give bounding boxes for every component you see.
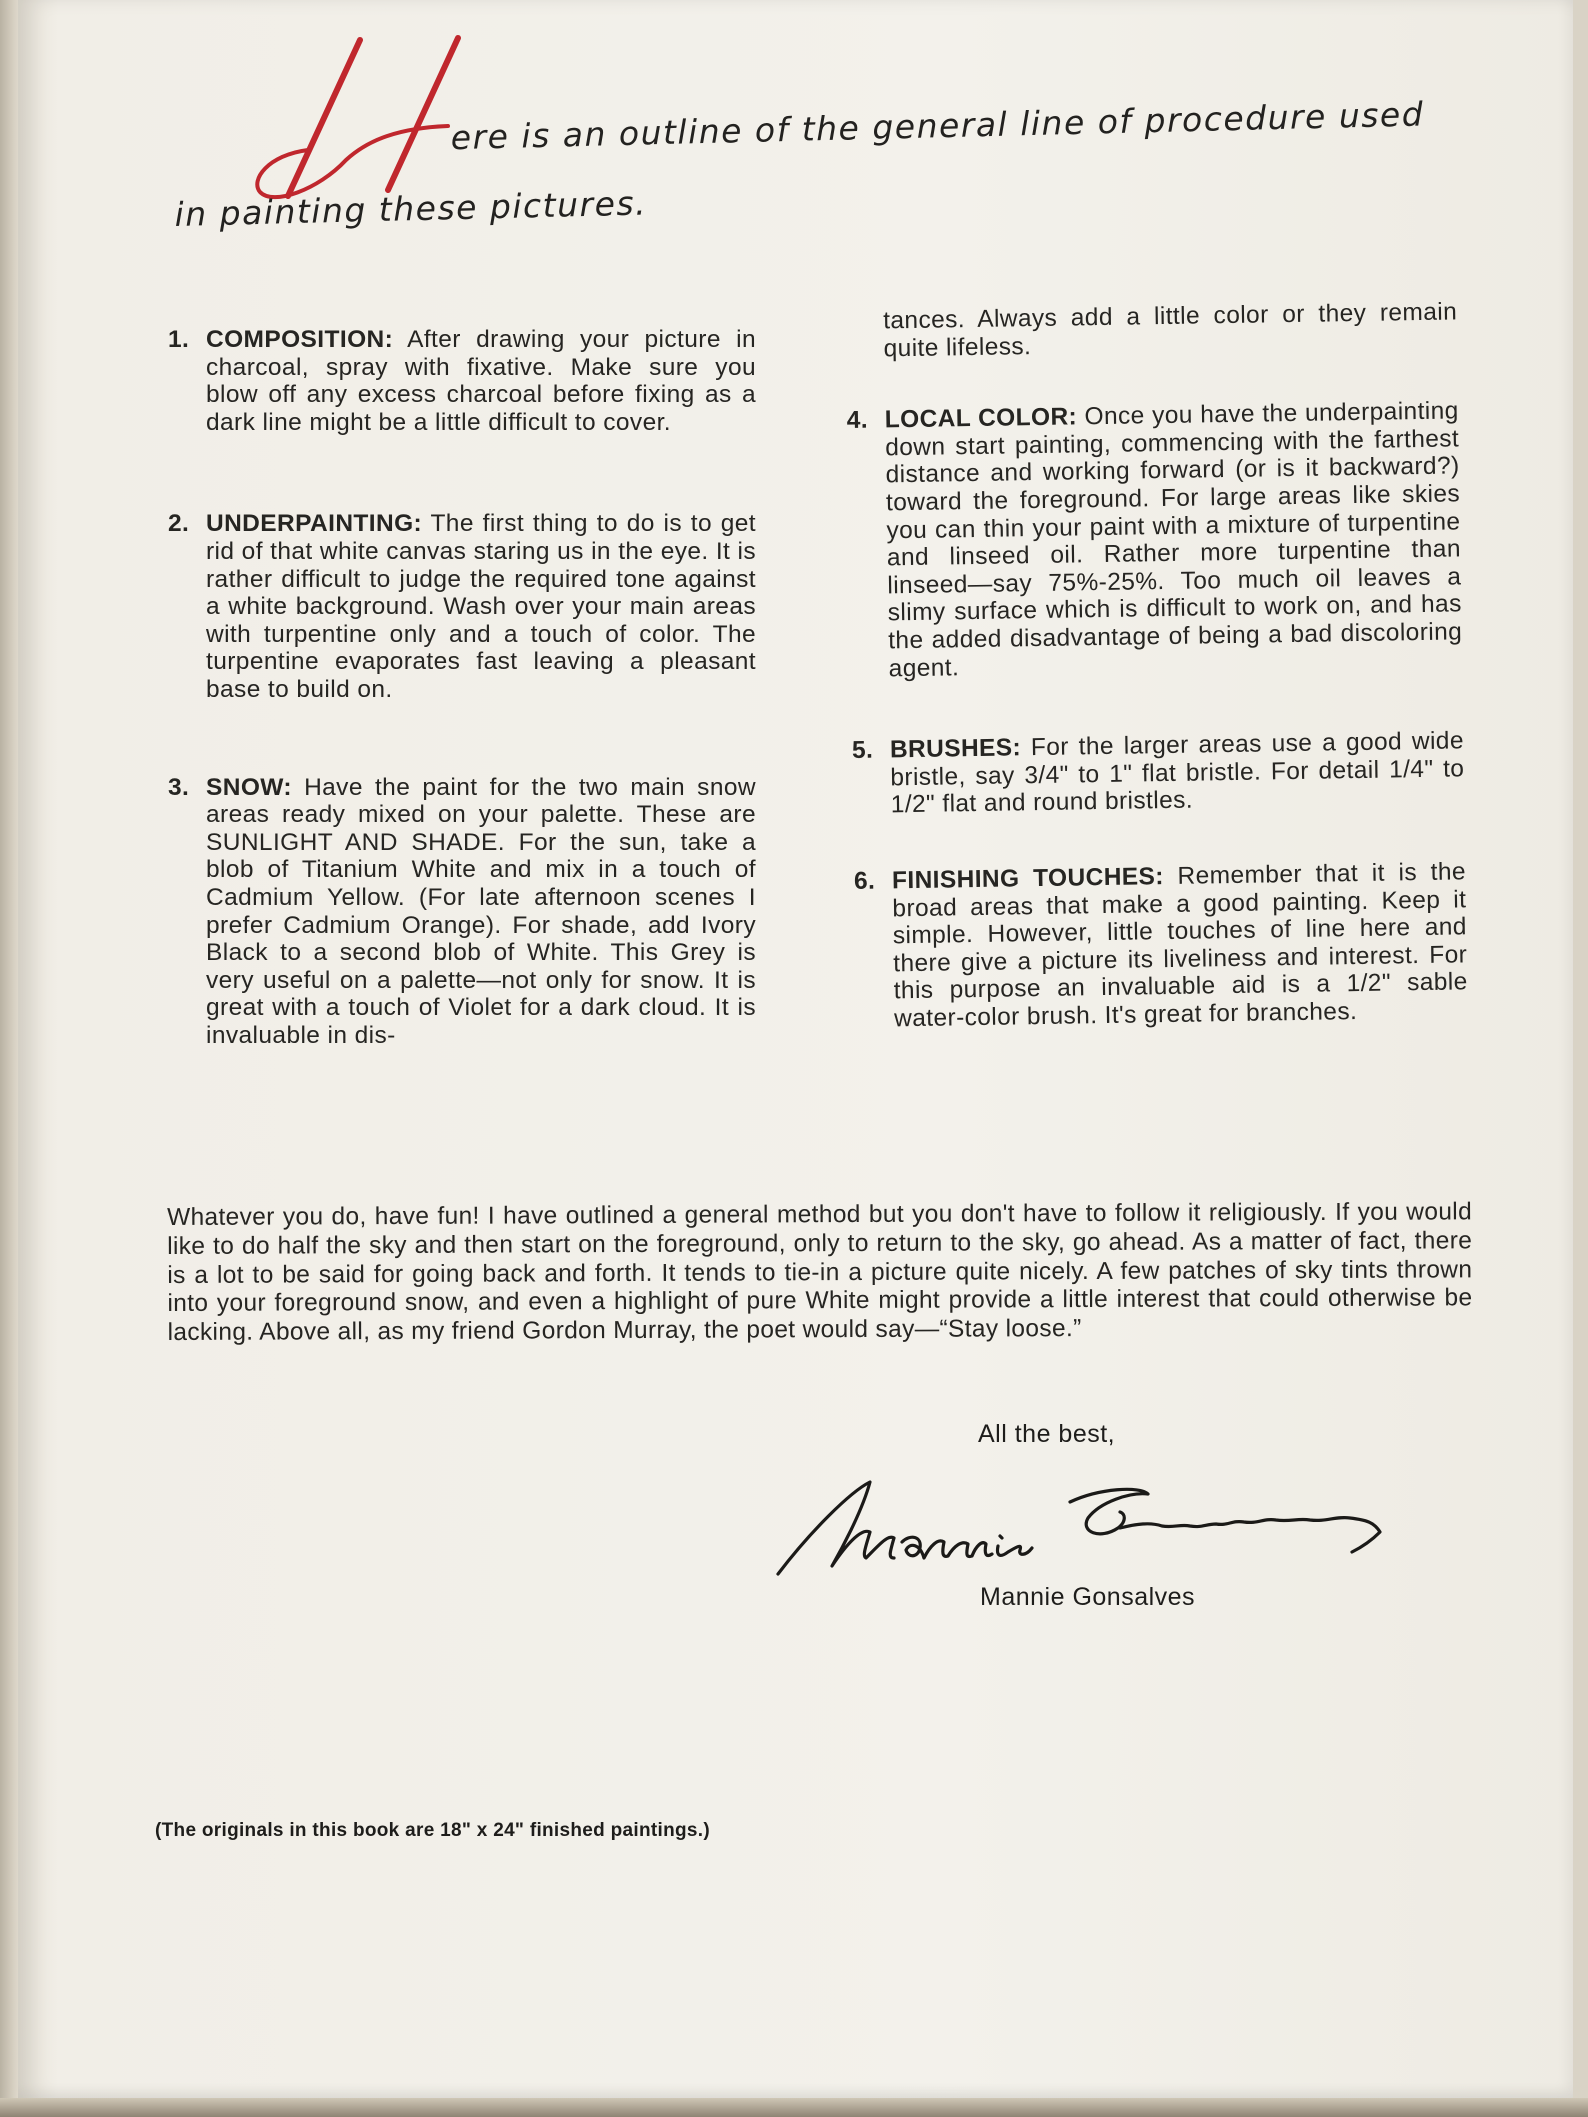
step-text: For the larger areas use a good wide bristle, say 3/4" to 1" flat bristle. For detail 1/4" to 1/2" flat and round bristles.	[890, 727, 1465, 819]
footnote: (The originals in this book are 18" x 24" finished paintings.)	[155, 1820, 710, 1841]
step-underpainting	[168, 510, 756, 703]
step-number: 3.	[168, 773, 190, 801]
handwritten-signature	[770, 1462, 1410, 1592]
step-number: 4.	[846, 406, 869, 435]
signer-name: Mannie Gonsalves	[980, 1583, 1196, 1611]
step-number: 1.	[168, 326, 190, 353]
step-heading: UNDERPAINTING:	[206, 510, 423, 538]
step-snow	[168, 774, 756, 1050]
step-heading: LOCAL COLOR:	[884, 403, 1078, 434]
step-body	[892, 858, 1469, 1033]
step-number: 6.	[853, 867, 876, 895]
right-column	[845, 298, 1468, 1033]
closing-paragraph: Whatever you do, have fun! I have outlined a general method but you don't have to follow it religiously. If you would like to do half the sky and then start on the foreground, only to return to the sky, go ahead. As a matter of fact, there is a lot to be said for going back and forth. It tends to tie-in a picture quite nicely. A few patches of sky tints thrown into your foreground snow, and even a highlight of pure White might provide a little interest that could otherwise be lacking. Above all, as my friend Gordon Murray, the poet would say—“Stay loose.”	[167, 1198, 1473, 1347]
step-heading: BRUSHES:	[889, 734, 1022, 764]
step-text-continuation: tances. Always add a little color or they remain quite lifeless.	[882, 298, 1458, 362]
step-body	[890, 727, 1465, 819]
step-text: The first thing to do is to get rid of that white canvas staring us in the eye. It is rather difficult to judge the required tone against a white background. Wash over your main areas with turpentine only and a touch of color. The turpentine evaporates fast leaving a pleasant base to build on.	[206, 510, 756, 703]
step-composition	[168, 326, 756, 436]
step-snow-continued	[845, 298, 1458, 363]
step-brushes	[852, 727, 1465, 819]
step-body	[885, 398, 1463, 683]
step-text: Remember that it is the broad areas that make a good painting. Keep it simple. However, little touches of line here and there give a picture its liveliness and interest. For this purpose an invaluable aid is a 1/2" sable water-color brush. It's great for branches.	[892, 858, 1468, 1033]
step-number: 5.	[851, 736, 874, 765]
step-heading: COMPOSITION:	[206, 326, 394, 353]
signoff: All the best,	[978, 1420, 1116, 1448]
step-heading: FINISHING TOUCHES:	[891, 862, 1165, 895]
step-body	[206, 510, 756, 703]
step-body	[206, 326, 756, 436]
step-text: After drawing your picture in charcoal, spray with fixative. Make sure you blow off any excess charcoal before fixing as a dark line might be a little difficult to cover.	[206, 326, 756, 436]
step-local-color	[847, 398, 1463, 684]
step-heading: SNOW:	[206, 773, 292, 801]
page-bottom-edge	[0, 2098, 1588, 2117]
step-text: Have the paint for the two main snow areas ready mixed on your palette. These are SUNLIGHT AND SHADE. For the sun, take a blob of Titanium White and mix in a touch of Cadmium Yellow. (For late afternoon scenes I prefer Cadmium Orange). For shade, add Ivory Black to a second blob of White. This Grey is very useful on a palette—not only for snow. It is great with a touch of Violet for a dark cloud. It is invaluable in dis-	[206, 773, 756, 1049]
intro-line-1: ere is an outline of the general line of procedure used	[450, 94, 1425, 158]
step-body	[206, 774, 756, 1050]
step-text: Once you have the underpainting down start painting, commencing with the farthest distance and working forward (or is it backward?) toward the foreground. For large areas like skies you can thin your paint with a mixture of turpentine and linseed oil. Rather more turpentine than linseed—say 75%-25%. Too much oil leaves a slimy surface which is difficult to work on, and has the added disadvantage of being a bad discoloring agent.	[884, 397, 1463, 682]
left-column	[168, 326, 756, 1049]
step-finishing-touches	[854, 858, 1469, 1033]
step-number: 2.	[168, 510, 190, 538]
intro-line-2: in painting these pictures.	[174, 183, 648, 234]
